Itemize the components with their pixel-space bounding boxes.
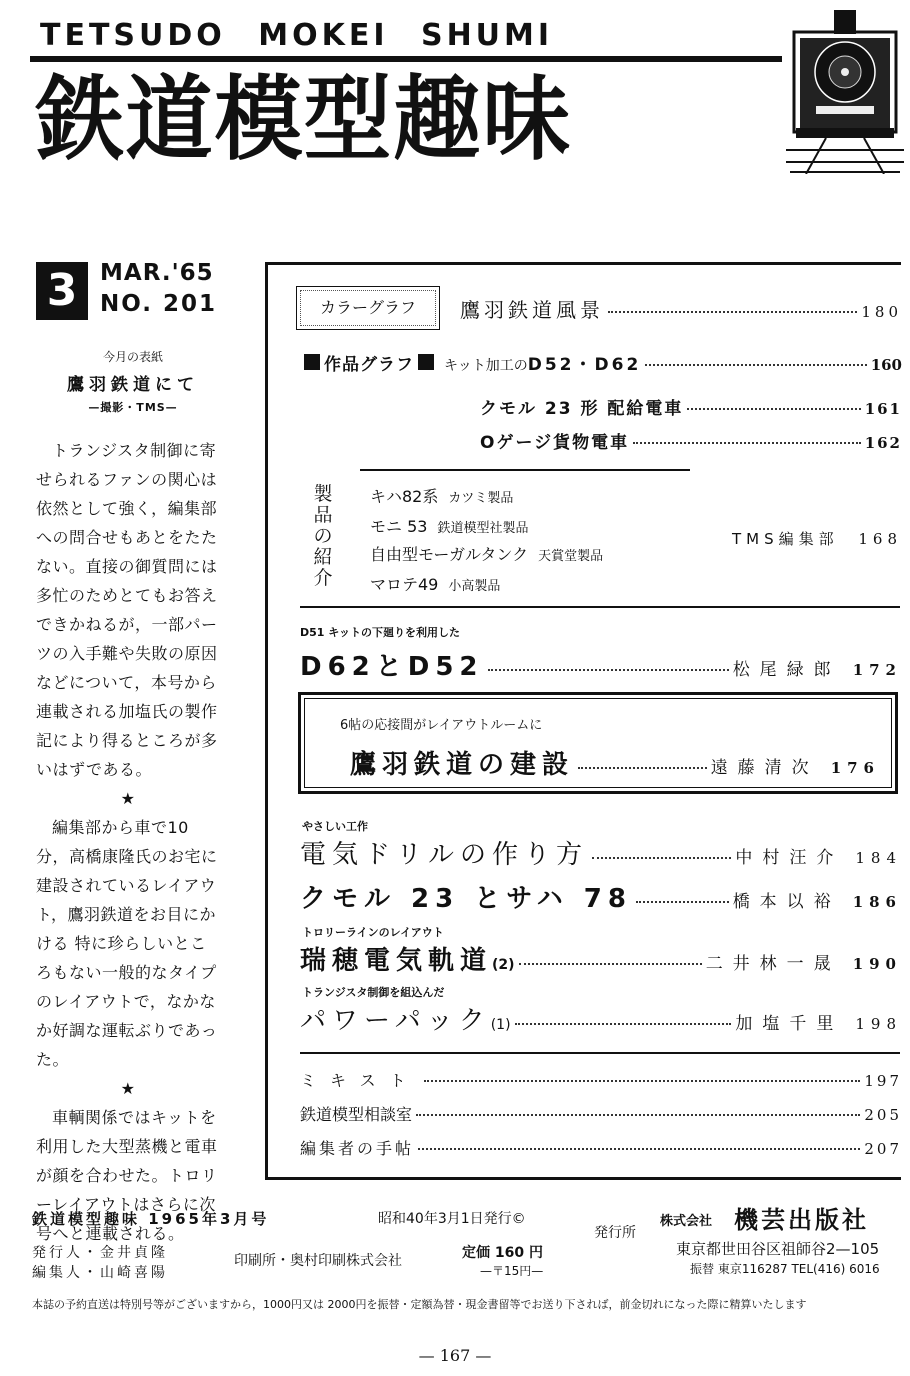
leader-dots <box>424 1080 861 1082</box>
leader-dots <box>633 442 861 444</box>
cover-credit: —撮影・TMS— <box>88 401 178 414</box>
black-square-icon <box>418 354 434 370</box>
issue-date: MAR.'65 <box>100 260 214 286</box>
page-number: — 167 — <box>418 1346 492 1365</box>
editorial-paragraph: トランジスタ制御に寄せられるファンの関心は依然として強く，編集部への問合せもあとをたたない。直接の御質問には多忙のためとてもお答えできかねるが，一部パーツの入手難や失敗の原因などについて，本号から連載される加塩氏の製作記により得るところが多いはずである。 <box>36 441 218 779</box>
toc-title: 鉄道模型相談室 <box>300 1105 413 1124</box>
toc-author: 松尾緑郎 <box>732 660 841 680</box>
colophon-issued: 昭和40年3月1日発行© <box>378 1211 526 1227</box>
toc-page: 162 <box>864 434 902 452</box>
issue-number-badge: 3 <box>36 262 88 320</box>
leader-dots <box>578 767 707 769</box>
colophon-accounts: 振替 東京116287 TEL(416) 6016 <box>690 1262 880 1276</box>
toc-page: 205 <box>864 1106 902 1124</box>
colophon-address: 東京都世田谷区祖師谷2—105 <box>676 1240 880 1258</box>
masthead-roman-title <box>40 18 571 53</box>
masthead-word-3: SHUMI <box>420 18 554 53</box>
toc-author: TMS編集部 <box>732 530 839 548</box>
cover-title: 鷹羽鉄道にて <box>67 375 199 395</box>
product-maker: 天賞堂製品 <box>538 549 604 564</box>
section-divider <box>300 1052 900 1054</box>
product-name: マロテ49 <box>370 575 439 594</box>
product-item[interactable] <box>370 572 500 595</box>
toc-page: 172 <box>852 661 902 679</box>
product-name: キハ82系 <box>370 487 439 506</box>
toc-title: パワーパック <box>300 1006 491 1036</box>
editorial-paragraph: 編集部から車で10分，高橋康隆氏のお宅に建設されているレイアウト，鷹羽鉄道をお目にかける 特に珍らしいところもない一般的なタイプのレイアウトで，なかなか好調な運転ぶりであった。 <box>36 818 218 1069</box>
leader-dots <box>636 901 729 903</box>
toc-entry-feature[interactable] <box>300 1000 902 1037</box>
toc-author: 加塩千里 <box>735 1014 844 1034</box>
leader-dots <box>418 1148 860 1150</box>
toc-entry[interactable] <box>480 394 902 419</box>
toc-title: D62とD52 <box>300 652 484 682</box>
feature-kicker: 6帖の応接間がレイアウトルームに <box>340 718 543 733</box>
colophon-price: 定価 160 円 <box>462 1245 543 1261</box>
section-label: 作品グラフ <box>324 355 414 375</box>
colophon-publisher-prefix: 株式会社 <box>660 1214 713 1229</box>
toc-entry-feature[interactable] <box>350 744 880 781</box>
editorial-paragraph: 車輌関係ではキットを利用した大型蒸機と電車が顔を合わせた。トロリーレイアウトはさらに次号へと連載される。 <box>36 1108 218 1243</box>
toc-entry-feature[interactable] <box>300 834 902 871</box>
toc-entry-misc[interactable] <box>300 1102 902 1125</box>
masthead-word-2: MOKEI <box>258 18 389 53</box>
feature-kicker: やさしい工作 <box>302 820 368 833</box>
toc-entry-feature[interactable] <box>300 940 902 977</box>
toc-prefix: キット加工の <box>444 358 528 374</box>
colophon-magazine: 鉄道模型趣味 1965年3月号 <box>32 1210 270 1228</box>
feature-kicker: トランジスタ制御を組込んだ <box>302 986 445 999</box>
colophon-footnote: 本誌の予約直送は特別号等がございますから，1000円又は 2000円を振替・定額為替・現金書留等でお送り下されば，前金切れになった際に精算いたします <box>32 1298 807 1311</box>
toc-title: クモル 23 とサハ 78 <box>300 884 632 914</box>
leader-dots <box>515 1023 732 1025</box>
black-square-icon <box>304 354 320 370</box>
colophon-issuer: 発行人・金井貞隆 <box>32 1245 168 1261</box>
product-name: 自由型モーガルタンク <box>370 545 529 564</box>
leader-dots <box>687 408 860 410</box>
toc-title: 鷹羽鉄道風景 <box>460 298 604 322</box>
colophon-postage: —〒15円— <box>480 1264 544 1278</box>
toc-entry-feature[interactable] <box>300 878 902 915</box>
toc-page: 160 <box>870 356 902 374</box>
leader-dots <box>519 963 702 965</box>
color-graph-tag: カラーグラフ <box>300 290 436 326</box>
product-item[interactable] <box>370 514 528 537</box>
toc-author: 中村汪介 <box>735 848 844 868</box>
toc-entry[interactable] <box>480 428 902 453</box>
products-section-label: 製品の紹介 <box>313 483 333 589</box>
leader-dots <box>645 364 866 366</box>
colophon-publisher-label: 発行所 <box>594 1225 636 1241</box>
toc-author: 橋本以裕 <box>732 892 841 912</box>
leader-dots <box>416 1114 860 1116</box>
toc-title: 編集者の手帖 <box>300 1139 415 1158</box>
leader-dots <box>592 857 731 859</box>
product-name: モニ 53 <box>370 517 428 536</box>
toc-entry-feature[interactable] <box>300 646 902 683</box>
product-maker: 鉄道模型社製品 <box>437 521 529 536</box>
toc-author: 二井林一晟 <box>705 954 841 974</box>
star-separator: ★ <box>120 1079 136 1098</box>
toc-page: 190 <box>852 955 902 973</box>
section-divider <box>300 606 900 608</box>
toc-entry-sakuhin-graph[interactable] <box>300 350 902 375</box>
toc-page: 186 <box>852 893 902 911</box>
issue-serial-number: NO. 201 <box>100 291 218 317</box>
star-separator: ★ <box>120 789 136 808</box>
toc-title: クモル 23 形 配給電車 <box>480 399 684 419</box>
products-author-row[interactable] <box>732 528 902 549</box>
toc-page: 197 <box>864 1072 902 1090</box>
masthead-word-1: TETSUDO <box>40 18 226 53</box>
product-item[interactable] <box>370 484 513 507</box>
colophon-editor: 編集人・山崎喜陽 <box>32 1265 168 1281</box>
toc-page: 161 <box>864 400 902 418</box>
toc-title: ミキスト <box>300 1071 420 1090</box>
feature-kicker: トロリーラインのレイアウト <box>302 926 444 939</box>
toc-page: 207 <box>864 1140 902 1158</box>
toc-entry-misc[interactable] <box>300 1068 902 1091</box>
toc-entry-color-graph[interactable] <box>460 294 902 323</box>
leader-dots <box>608 311 857 313</box>
leader-dots <box>488 669 729 671</box>
masthead-rule <box>30 56 782 62</box>
toc-part: (1) <box>490 1017 511 1033</box>
cover-kicker: 今月の表紙 <box>102 350 163 364</box>
toc-page: 180 <box>861 303 902 321</box>
toc-title: 鷹羽鉄道の建設 <box>350 750 575 780</box>
toc-page: 198 <box>855 1015 902 1033</box>
toc-title: Oゲージ貨物電車 <box>480 433 630 453</box>
locomotive-front-illustration <box>786 2 904 174</box>
product-maker: 小高製品 <box>448 579 501 594</box>
colophon-publisher: 機芸出版社 <box>734 1206 869 1234</box>
colophon-printer: 印刷所・奥村印刷株式会社 <box>234 1253 402 1269</box>
toc-title: D52・D62 <box>527 355 642 375</box>
toc-page: 168 <box>858 530 902 548</box>
feature-kicker: D51 キットの下廻りを利用した <box>300 626 461 639</box>
toc-page: 176 <box>830 759 880 777</box>
toc-title: 瑞穂電気軌道 <box>300 946 493 976</box>
toc-entry-misc[interactable] <box>300 1136 902 1159</box>
toc-page: 184 <box>855 849 902 867</box>
section-divider <box>360 469 690 471</box>
product-maker: カツミ製品 <box>448 491 514 506</box>
toc-title: 電気ドリルの作り方 <box>300 840 589 870</box>
editorial-notes <box>36 436 220 1248</box>
masthead-japanese-title: 鉄道模型趣味 <box>36 66 572 173</box>
toc-part: (2) <box>492 957 515 973</box>
toc-author: 遠藤清次 <box>710 758 819 778</box>
product-item[interactable] <box>370 542 603 565</box>
